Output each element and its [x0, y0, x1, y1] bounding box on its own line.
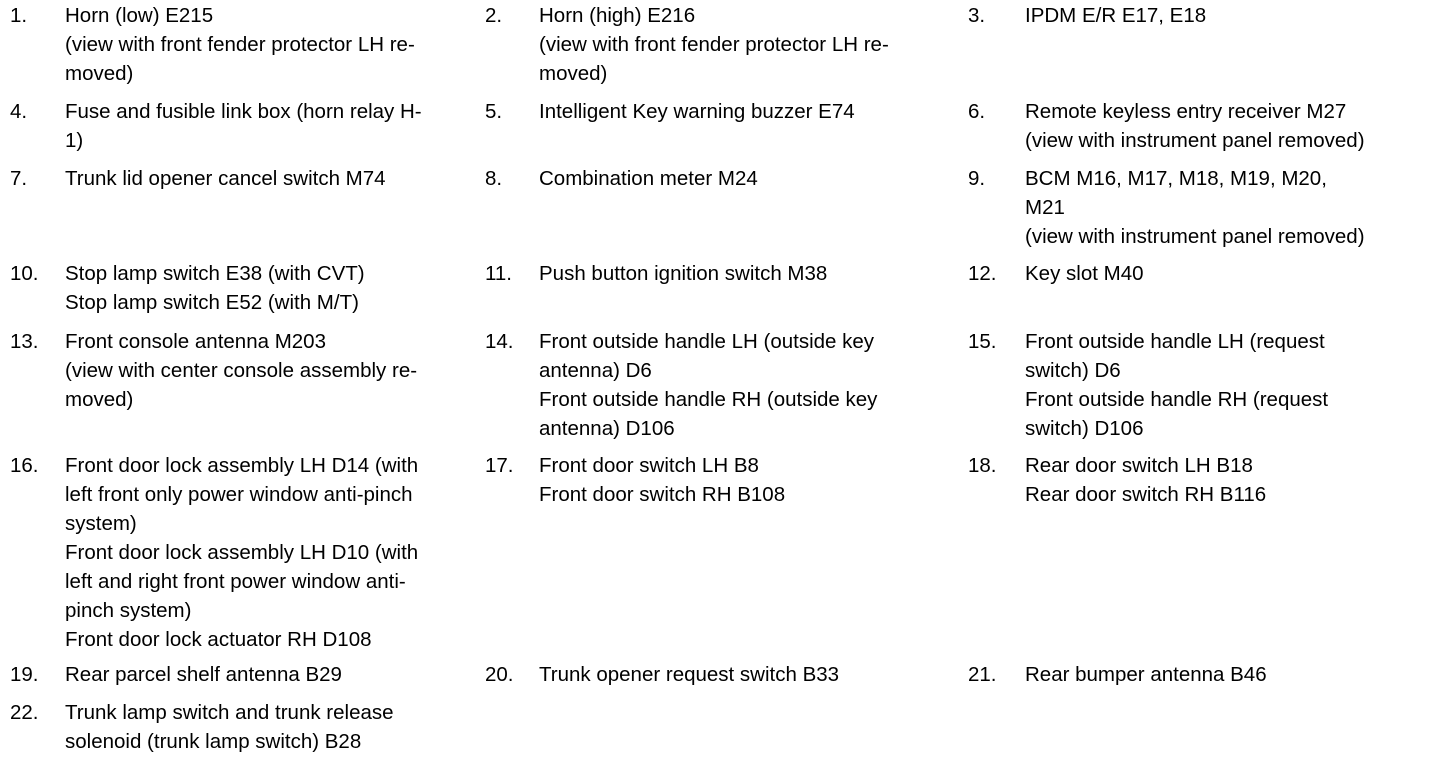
legend-item: [10, 660, 342, 689]
item-description-line: Trunk lid opener cancel switch M74: [65, 167, 386, 190]
item-description-line: Front console antenna M203: [65, 330, 326, 353]
item-description-line: Trunk opener request switch B33: [539, 663, 840, 686]
item-description: [65, 660, 342, 689]
item-description-line: Fuse and fusible link box (horn relay H-: [65, 100, 422, 123]
item-number: 20.: [485, 663, 514, 686]
item-description-line: Push button ignition switch M38: [539, 262, 828, 285]
legend-item: [10, 451, 418, 654]
item-number: 9.: [968, 167, 986, 190]
item-description: [65, 164, 386, 193]
item-number: 3.: [968, 4, 986, 27]
item-description-line: switch) D106: [1025, 417, 1144, 440]
item-description-line: Key slot M40: [1025, 262, 1144, 285]
legend-item: [485, 451, 785, 509]
item-description: [1025, 259, 1144, 288]
legend-item: [968, 451, 1266, 509]
item-description-line: (view with front fender protector LH re-: [65, 33, 415, 56]
item-number: 17.: [485, 454, 514, 477]
item-number: 2.: [485, 4, 503, 27]
legend-item: [968, 660, 1267, 689]
item-number: 22.: [10, 701, 39, 724]
legend-item: [485, 259, 827, 288]
item-description-line: Rear bumper antenna B46: [1025, 663, 1267, 686]
item-description-line: Front outside handle RH (request: [1025, 388, 1329, 411]
item-number: 16.: [10, 454, 39, 477]
legend-item: [10, 1, 415, 88]
item-number: 13.: [10, 330, 39, 353]
item-number: 5.: [485, 100, 503, 123]
item-description-line: left and right front power window anti-: [65, 570, 406, 593]
item-number: 6.: [968, 100, 986, 123]
item-description-line: Front door lock actuator RH D108: [65, 628, 372, 651]
item-number: 10.: [10, 262, 39, 285]
item-description: [539, 327, 877, 443]
item-description-line: system): [65, 512, 137, 535]
legend-item: [10, 164, 386, 193]
legend-item: [485, 1, 889, 88]
item-description: [65, 698, 394, 756]
item-description-line: Combination meter M24: [539, 167, 758, 190]
item-number: 4.: [10, 100, 28, 123]
item-description-line: Intelligent Key warning buzzer E74: [539, 100, 855, 123]
item-description-line: (view with instrument panel removed): [1025, 225, 1365, 248]
item-description-line: Trunk lamp switch and trunk release: [65, 701, 394, 724]
item-description: [65, 451, 418, 654]
legend-item: [485, 660, 839, 689]
legend-item: [968, 259, 1144, 288]
item-description-line: Front door switch LH B8: [539, 454, 759, 477]
item-description-line: Rear parcel shelf antenna B29: [65, 663, 342, 686]
item-description-line: antenna) D106: [539, 417, 675, 440]
item-description-line: Stop lamp switch E52 (with M/T): [65, 291, 359, 314]
item-description: [1025, 327, 1328, 443]
legend-item: [968, 1, 1206, 30]
item-number: 12.: [968, 262, 997, 285]
legend-item: [10, 698, 394, 756]
item-description: [1025, 97, 1365, 155]
item-description-line: M21: [1025, 196, 1065, 219]
item-description-line: switch) D6: [1025, 359, 1121, 382]
legend-item: [968, 327, 1328, 443]
item-description-line: pinch system): [65, 599, 192, 622]
legend-item: [485, 97, 855, 126]
legend-item: [10, 97, 422, 155]
item-number: 8.: [485, 167, 503, 190]
legend-item: [485, 327, 877, 443]
item-description-line: Horn (high) E216: [539, 4, 696, 27]
item-description-line: Horn (low) E215: [65, 4, 214, 27]
item-description: [65, 327, 417, 414]
item-description: [539, 164, 758, 193]
item-description-line: Front outside handle LH (request: [1025, 330, 1325, 353]
item-description: [539, 259, 827, 288]
item-description: [65, 97, 422, 155]
item-description: [65, 1, 415, 88]
item-description: [1025, 660, 1267, 689]
item-description-line: Front outside handle LH (outside key: [539, 330, 875, 353]
item-description-line: Remote keyless entry receiver M27: [1025, 100, 1347, 123]
item-description-line: Front door switch RH B108: [539, 483, 786, 506]
item-number: 19.: [10, 663, 39, 686]
item-number: 18.: [968, 454, 997, 477]
item-description-line: moved): [539, 62, 608, 85]
legend-item: [485, 164, 758, 193]
item-description-line: Front outside handle RH (outside key: [539, 388, 878, 411]
legend-item: [968, 97, 1365, 155]
item-description-line: (view with front fender protector LH re-: [539, 33, 889, 56]
item-description: [539, 1, 889, 88]
item-description: [539, 451, 785, 509]
item-description-line: Front door lock assembly LH D10 (with: [65, 541, 419, 564]
item-number: 15.: [968, 330, 997, 353]
legend-item: [10, 327, 417, 414]
item-description: [539, 97, 855, 126]
item-description: [1025, 451, 1266, 509]
item-description: [1025, 1, 1206, 30]
item-description-line: (view with center console assembly re-: [65, 359, 418, 382]
item-description: [1025, 164, 1365, 251]
item-number: 1.: [10, 4, 28, 27]
item-description-line: antenna) D6: [539, 359, 652, 382]
item-number: 21.: [968, 663, 997, 686]
item-description-line: Rear door switch RH B116: [1025, 483, 1267, 506]
item-description-line: 1): [65, 129, 84, 152]
item-description-line: Stop lamp switch E38 (with CVT): [65, 262, 365, 285]
item-description: [65, 259, 365, 317]
item-description: [539, 660, 839, 689]
item-description-line: IPDM E/R E17, E18: [1025, 4, 1207, 27]
legend-item: [10, 259, 365, 317]
item-description-line: moved): [65, 62, 134, 85]
item-description-line: Rear door switch LH B18: [1025, 454, 1253, 477]
item-description-line: left front only power window anti-pinch: [65, 483, 413, 506]
item-description-line: solenoid (trunk lamp switch) B28: [65, 730, 362, 753]
item-description-line: Front door lock assembly LH D14 (with: [65, 454, 419, 477]
item-description-line: moved): [65, 388, 134, 411]
item-description-line: (view with instrument panel removed): [1025, 129, 1365, 152]
item-description-line: BCM M16, M17, M18, M19, M20,: [1025, 167, 1327, 190]
item-number: 7.: [10, 167, 28, 190]
item-number: 11.: [485, 262, 512, 285]
item-number: 14.: [485, 330, 514, 353]
legend-item: [968, 164, 1365, 251]
